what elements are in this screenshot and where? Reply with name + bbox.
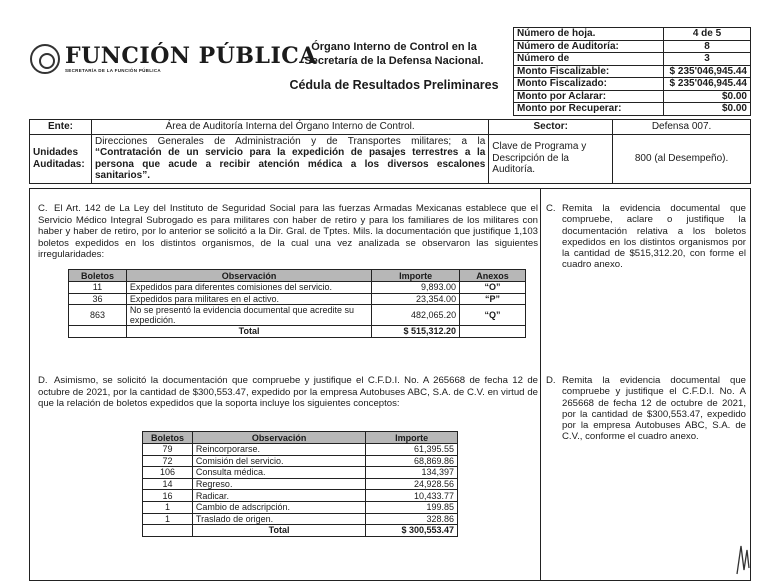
- cell-boletos: 1: [143, 501, 193, 513]
- cell-boletos: 1: [143, 513, 193, 525]
- meta-label: Monto Fiscalizado:: [514, 78, 664, 91]
- cell-obs: Cambio de adscripción.: [192, 501, 365, 513]
- meta-row: [514, 90, 751, 103]
- table-header: Importe: [366, 432, 458, 444]
- meta-value: $ 235'046,945.44: [664, 65, 751, 78]
- unidades-text: Direcciones Generales de Administración y de Transportes militares; a la: [94, 135, 486, 147]
- unidades-value: [91, 134, 488, 183]
- empty-cell: [460, 326, 526, 338]
- meta-value: $ 235'046,945.44: [664, 78, 751, 91]
- table-header: Importe: [372, 270, 460, 282]
- section-d-table: [142, 431, 458, 537]
- unidades-bold-text: “Contratación de un servicio para la expedición de pasajes terrestres a la persona que acude a recibir atención médica a los diversos escalones sanitarios”.: [94, 147, 486, 181]
- cell-obs: Traslado de origen.: [192, 513, 365, 525]
- cell-obs: Regreso.: [192, 478, 365, 490]
- rec-c-letter: C.: [546, 203, 556, 214]
- table-header: Observación: [126, 270, 371, 282]
- table-header: Observación: [192, 432, 365, 444]
- meta-label: Monto por Recuperar:: [514, 103, 664, 116]
- cell-importe: 61,395.55: [366, 444, 458, 456]
- table-row: [143, 478, 458, 490]
- section-d-letter: D.: [38, 375, 48, 386]
- table-row: [143, 490, 458, 502]
- meta-row: [514, 53, 751, 66]
- table-row: [143, 444, 458, 456]
- empty-cell: [69, 326, 127, 338]
- meta-row: [514, 103, 751, 116]
- rec-c-text: Remita la evidencia documental que compruebe, aclare o justifique la documentación relativa a los boletos expedidos en los distintos organismos por la cantidad de $515,312.20, con forme el cuadro anexo.: [562, 203, 746, 271]
- unidades-label: Unidades Auditadas:: [30, 134, 92, 183]
- table-row: [143, 467, 458, 479]
- cell-anexo: “O”: [460, 282, 526, 294]
- ente-label: Ente:: [30, 120, 92, 135]
- sector-value: Defensa 007.: [613, 120, 751, 135]
- table-row: [143, 455, 458, 467]
- cell-boletos: 106: [143, 467, 193, 479]
- cell-importe: 328.86: [366, 513, 458, 525]
- meta-row: [514, 65, 751, 78]
- cell-importe: 68,869.86: [366, 455, 458, 467]
- cell-importe: 482,065.20: [372, 305, 460, 326]
- section-c-text: [38, 203, 538, 261]
- section-c-body: El Art. 142 de La Ley del Instituto de Seguridad Social para las fuerzas Armadas Mexicanas establece que el Servicio Médico Integral Subrogado es para militares con haber de retiro y para los familiares de los militares con haber y haber de retiro, por lo anterior se solicitó a la Dir. Gral. de Tptes. Mils. la documentación que justifique 1,103 boletos expedidos en los distintos organismos, de la cual una vez analizada se observaron las siguientes irregularidades:: [38, 203, 538, 260]
- meta-label: Número de hoja.: [514, 28, 664, 41]
- signature-mark: [733, 540, 753, 576]
- section-d-body: Asimismo, se solicitó la documentación que compruebe y justifique el C.F.D.I. No. A 265668 de fecha 12 de octubre de 2021, por la cantidad de $300,553.47, expedido por la empresa Autobuses ABC, S.A. de C.V. en virtud de que la relación de boletos expedidos que la soporta incluye los siguientes conceptos:: [38, 375, 538, 409]
- meta-label: Monto por Aclarar:: [514, 90, 664, 103]
- national-seal-icon: [30, 44, 60, 74]
- section-c-letter: C.: [38, 203, 48, 214]
- table-header: Anexos: [460, 270, 526, 282]
- cell-boletos: 14: [143, 478, 193, 490]
- cell-boletos: 863: [69, 305, 127, 326]
- cell-boletos: 36: [69, 293, 127, 305]
- cell-obs: Radicar.: [192, 490, 365, 502]
- cell-importe: 23,354.00: [372, 293, 460, 305]
- logo-title: FUNCIÓN PÚBLICA: [65, 43, 317, 69]
- clave-label: Clave de Programa y Descripción de la Auditoría.: [489, 134, 613, 183]
- table-row: [69, 293, 526, 305]
- cell-importe: 134,397: [366, 467, 458, 479]
- column-divider: [540, 189, 541, 580]
- section-c-recommendation: [546, 203, 746, 271]
- cell-importe: 9,893.00: [372, 282, 460, 294]
- table-row: [69, 305, 526, 326]
- meta-label: Número de Auditoría:: [514, 40, 664, 53]
- total-label: Total: [192, 525, 365, 537]
- cell-anexo: “P”: [460, 293, 526, 305]
- cell-obs: Consulta médica.: [192, 467, 365, 479]
- document-title: Cédula de Resultados Preliminares: [289, 78, 499, 92]
- meta-value: 8: [664, 40, 751, 53]
- cell-importe: 199.85: [366, 501, 458, 513]
- table-row: [69, 282, 526, 294]
- ente-value: Área de Auditoría Interna del Órgano Interno de Control.: [91, 120, 488, 135]
- cell-obs: Expedidos para militares en el activo.: [126, 293, 371, 305]
- meta-label: Monto Fiscalizable:: [514, 65, 664, 78]
- cell-boletos: 11: [69, 282, 127, 294]
- audit-info-table: [29, 119, 751, 184]
- section-d-recommendation: [546, 375, 746, 443]
- table-header: Boletos: [143, 432, 193, 444]
- meta-value: 3: [664, 53, 751, 66]
- cell-importe: 10,433.77: [366, 490, 458, 502]
- logo: [30, 44, 317, 74]
- cell-obs: No se presentó la evidencia documental que acredite su expedición.: [126, 305, 371, 326]
- audit-meta-table: [513, 27, 751, 116]
- table-row: [143, 513, 458, 525]
- table-total-row: [143, 525, 458, 537]
- org-line-1: Órgano Interno de Control en la: [311, 41, 477, 53]
- cell-importe: 24,928.56: [366, 478, 458, 490]
- meta-value: 4 de 5: [664, 28, 751, 41]
- table-header: Boletos: [69, 270, 127, 282]
- table-total-row: [69, 326, 526, 338]
- empty-cell: [143, 525, 193, 537]
- cell-boletos: 79: [143, 444, 193, 456]
- total-label: Total: [126, 326, 371, 338]
- organization-heading: [283, 40, 505, 92]
- meta-value: $0.00: [664, 90, 751, 103]
- table-row: [143, 501, 458, 513]
- cell-obs: Reincorporarse.: [192, 444, 365, 456]
- meta-row: [514, 78, 751, 91]
- cell-anexo: “Q”: [460, 305, 526, 326]
- cell-obs: Expedidos para diferentes comisiones del servicio.: [126, 282, 371, 294]
- section-c-table: [68, 269, 526, 338]
- rec-d-letter: D.: [546, 375, 556, 386]
- clave-value: 800 (al Desempeño).: [613, 134, 751, 183]
- rec-d-text: Remita la evidencia documental que compruebe y justifique el C.F.D.I. No. A 265668 de fecha 12 de octubre de 2021, por la cantidad de $300,553.47, expedido por la empresa Autobuses ABC, S.A. de C.V., conforme el cuadro anexo.: [562, 375, 746, 443]
- meta-row: [514, 28, 751, 41]
- cell-boletos: 72: [143, 455, 193, 467]
- org-line-2: Secretaría de la Defensa Nacional.: [304, 55, 484, 67]
- cell-obs: Comisión del servicio.: [192, 455, 365, 467]
- total-value: $ 515,312.20: [372, 326, 460, 338]
- meta-value: $0.00: [664, 103, 751, 116]
- section-d-text: [38, 375, 538, 410]
- total-value: $ 300,553.47: [366, 525, 458, 537]
- logo-subtitle: SECRETARÍA DE LA FUNCIÓN PÚBLICA: [65, 68, 161, 73]
- meta-row: [514, 40, 751, 53]
- sector-label: Sector:: [489, 120, 613, 135]
- cell-boletos: 16: [143, 490, 193, 502]
- meta-label: Número de: [514, 53, 664, 66]
- results-frame: [29, 188, 751, 581]
